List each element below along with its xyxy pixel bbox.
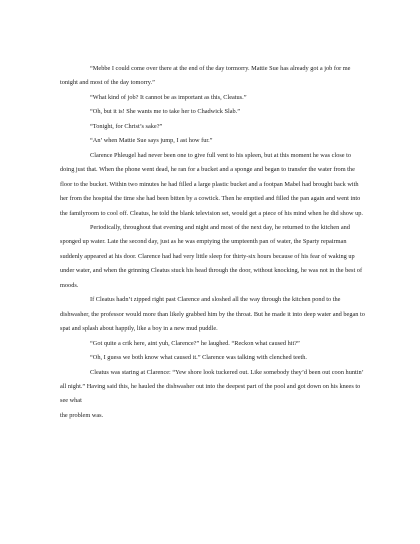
- paragraph-7: Periodically, throughout that evening and night and most of the next day, he returned to the kitchen and sponged up water. Late the second day, just as he was emptying the umpteenth pan of water, the Sparty repairman suddenly appeared at his door. Clarence had had very little sleep for thirty-six hours because of his fear of waking up under water, and when the grinning Cleatus stuck his head through the door, without knocking, he was not in the best of moods.: [60, 223, 363, 289]
- paragraph-5: “An’ when Mattie Sue says jump, I ast how fur.”: [90, 137, 213, 145]
- paragraph-9: “Got quite a crik here, aint yuh, Clarence?” he laughed. “Reckon what caused hit?”: [90, 339, 300, 347]
- paragraph-11: Cleatus was staring at Clarence: “Yew shore look tuckered out. Like somebody they’d been out coon huntin’ all night.” Having said this, he hauled the dishwasher out into the deepest part of the pool and got down on his knees to see what: [60, 368, 364, 405]
- paragraph-1: “Mebbe I could come over there at the end of the day tormorry. Mattie Sue has already got a job for me tonight and most of the day tomorry.”: [60, 65, 351, 87]
- paragraph-8: If Cleatus hadn’t zipped right past Clarence and sloshed all the way through the kitchen pond to the dishwasher, the professor would more than likely grabbed him by the throat. But he made it into deep water and began to spat and splash about happily, like a boy in a new mud puddle.: [60, 296, 365, 333]
- paragraph-10: “Oh, I guess we both know what caused it.” Clarence was talking with clenched teeth.: [90, 354, 307, 362]
- paragraph-6: Clarence Phleugel had never been one to give full vent to his spleen, but at this moment he was close to doing just that. When the phone went dead, he ran for a bucket and a sponge and began to transfer the water from the floor to the bucket. Within two minutes he had filled a large plastic bucket and a footpan Mabel had brought back with her from the hospital the time she had been bitten by a cowtick. Then he emptied and filled the pan again and went into the familyroom to cool off. Cleatus, he told the blank television set, would get a piece of his mind when he did show up.: [60, 151, 363, 217]
- paragraph-3: “Oh, but it is! She wants me to take her to Chadwick Slab.”: [90, 108, 241, 116]
- paragraph-12: the problem was.: [60, 411, 104, 419]
- paragraph-2: “What kind of job? It cannot be as important as this, Cleatus.”: [90, 93, 247, 101]
- document-body: [60, 62, 365, 423]
- paragraph-4: “Tonight, for Christ’s sake?”: [90, 122, 163, 130]
